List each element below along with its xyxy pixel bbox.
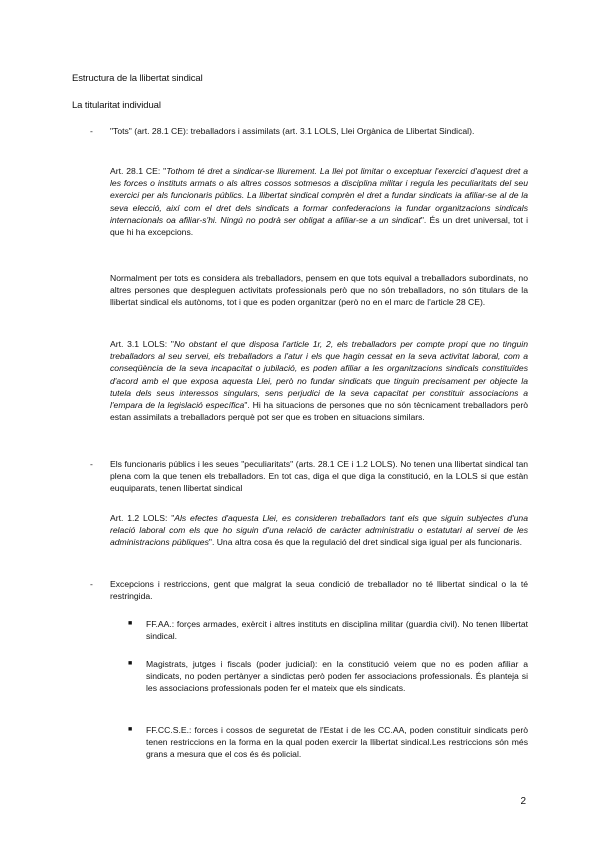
quote-text: Tothom té dret a sindicar-se lliurement. La llei pot limitar o exceptuar l'exercici d'aquest dret a les forces o instituts armats o als altres cossos sotmesos a disciplina militar i regula les peculiaritats del seu exercici per als funcionaris públics. La llibertat sindical comprèn el dret a fundar sindicats ia afiliar-se al de la seva elecció, així com el dret dels sindicats a formar confederacions ia fundar organitzacions sindicals internacionals oa afiliar-s'hi. Ningú no podrà ser obligat a afiliar-se a un sindicat: [110, 166, 528, 225]
bullet-ff-cc-se: FF.CC.S.E.: forces i cossos de seguretat de l'Estat i de les CC.AA, poden constituir sindicats però tenen restriccions en la forma en la qual poden exercir la llibertat sindical.Les restriccions són més grans a mesura que el cos és és policial.: [146, 725, 528, 760]
list-dash: -: [90, 579, 93, 589]
page-number: 2: [520, 796, 526, 807]
document-heading: Estructura de la llibertat sindical: [72, 73, 203, 84]
list-dash: -: [90, 126, 93, 136]
list-dash: -: [90, 459, 93, 469]
quote-tail: ". Una altra cosa és que la regulació del dret sindical siga igual per als funcionaris.: [208, 537, 522, 548]
bullet-square-icon: ■: [128, 726, 133, 733]
bullet-magistrats: Magistrats, jutges i fiscals (poder judicial): en la constitució veiem que no es poden afiliar a sindicats, no poden pertànyer a sindictas però poden fer associacions professionals. És planteja si les associacions professionals poden fer el mateix que els sindicats.: [146, 659, 528, 694]
quote-lead: Art. 28.1 CE: ": [110, 166, 167, 176]
quote-art-28-1-ce: [110, 165, 528, 238]
quote-tail: ". És un dret universal, tot i que hi ha excepcions.: [110, 214, 529, 238]
list-item-excepcions: Excepcions i restriccions, gent que malgrat la seua condició de treballador no té llibertat sindical o la té restringida.: [110, 579, 528, 602]
list-item-tots: "Tots" (art. 28.1 CE): treballadors i assimilats (art. 3.1 LOLS, Llei Orgànica de Llibertat Sindical).: [110, 126, 475, 136]
list-item-funcionaris: Els funcionaris públics i les seues "peculiaritats" (arts. 28.1 CE i 1.2 LOLS). No tenen una llibertat sindical tan plena com la que tenen els treballadors. En tot cas, diga el que diga la constitució, en la LOLS si que estàn euquiparats, tenen llibertat sindical: [110, 459, 528, 494]
bullet-ff-aa: FF.AA.: forçes armades, exèrcit i altres instituts en disciplina militar (guardia civil). No tenen llibertat sindical.: [146, 619, 528, 642]
quote-lead: Art. 3.1 LOLS: ": [110, 339, 174, 349]
quote-art-1-2-lols: [110, 512, 528, 549]
quote-tail: ". Hi ha situacions de persones que no són tècnicament treballadors però estan assimilats a treballadors perquè pot ser que es troben en situacions similars.: [110, 400, 528, 423]
section-title: La titularitat individual: [72, 100, 161, 111]
bullet-square-icon: ■: [128, 620, 133, 627]
bullet-square-icon: ■: [128, 660, 133, 667]
quote-lead: Art. 1.2 LOLS: ": [110, 513, 175, 523]
quote-art-3-1-lols: [110, 338, 528, 423]
paragraph-workers: Normalment per tots es considera als treballadors, pensem en que tots equival a treballadors subordinats, no altres persones que despleguen activitats professionals però que no són treballadors, no són titulars de la llibertat sindical els autònoms, tot i que es poden organitzar (però no en el marc de l'article 28 CE).: [110, 273, 528, 308]
quote-text: No obstant el que disposa l'article 1r, 2, els treballadors per compte propi que no tinguin treballadors al seu servei, els treballadors a l'atur i els que hagin cessat en la seva activitat laboral, com a conseqüència de la seva incapacitat o jubilació, es poden afiliar a les organitzacions sindicals constituïdes d'acord amb el que exposa aquesta Llei, però no fundar sindicats que tinguin precisament per objecte la tutela dels seus interessos singulars, sens perjudici de la seva capacitat per constituir associacions a l'empara de la legislació específica: [110, 339, 528, 411]
quote-text: Als efectes d'aquesta Llei, es consideren treballadors tant els que siguin subjectes d'una relació laboral com els que ho siguin d'una relació de caràcter administratiu o estatutari al servei de les administracions públiques: [110, 513, 528, 548]
